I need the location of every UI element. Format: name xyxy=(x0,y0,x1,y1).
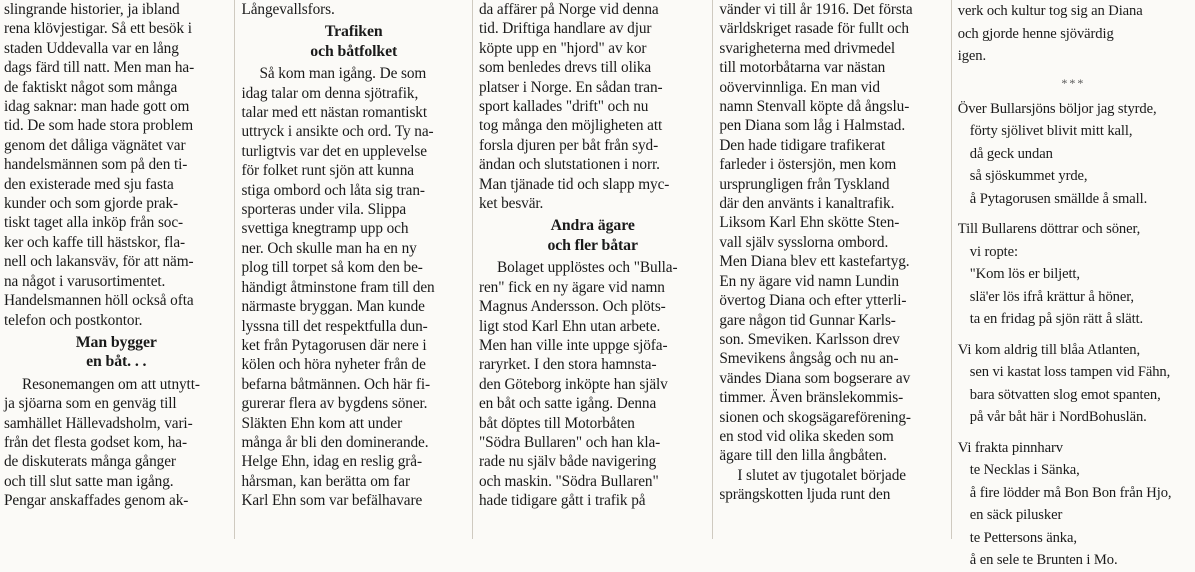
text-line: samhället Hällevadsholm, vari- xyxy=(4,414,193,432)
text-line: verk och kultur tog sig an Diana xyxy=(957,3,1143,19)
text-line: händigt åtminstone fram till den xyxy=(241,278,435,296)
text-line: platser i Norge. En sådan tran- xyxy=(478,78,663,96)
text-line: Resonemangen om att utnytt- xyxy=(22,375,200,393)
column-divider xyxy=(234,0,235,539)
text-line: namn Stenvall köpte då ångslu- xyxy=(719,98,910,116)
heading-line: Andra ägare xyxy=(550,217,635,235)
text-line: tid. Driftiga handlare av djur xyxy=(478,20,652,38)
text-line: tiskt taget alla inköp från soc- xyxy=(4,214,184,232)
text-line: lyssna till det respektfulla dun- xyxy=(241,317,428,335)
text-line: ägare till den lilla ångbåten. xyxy=(719,447,887,465)
heading-line: och båtfolket xyxy=(310,42,398,60)
text-line: Den hade tidigare trafikerat xyxy=(719,136,886,154)
text-line: handelsmännen som på den ti- xyxy=(4,156,188,174)
text-line: Men han ville inte uppge sjöfa- xyxy=(478,336,668,354)
poem-line: te Necklas i Sänka, xyxy=(969,462,1080,478)
text-line: där den använts i kanaltrafik. xyxy=(719,195,895,213)
text-line: och gjorde henne sjövärdig xyxy=(957,25,1114,42)
text-line: Så kom man igång. De som xyxy=(259,65,427,83)
poem-line: Vi frakta pinnharv xyxy=(957,439,1063,456)
text-line: många år bli den dominerande. xyxy=(241,433,429,451)
text-line: talar med ett nästan romantiskt xyxy=(241,104,427,122)
text-line: ursprungligen från Tyskland xyxy=(719,175,890,193)
text-line: svarigheterna med drivmedel xyxy=(719,39,896,57)
text-line: världskriget rasade för fullt och xyxy=(719,20,909,38)
text-line: nell och lakansväv, för att näm- xyxy=(4,253,194,271)
text-line: övertog Diana och efter ytterli- xyxy=(719,292,907,310)
column-divider xyxy=(951,0,952,539)
stanza-gap xyxy=(958,331,1189,339)
text-line: ändan och slutstationen i norr. xyxy=(478,156,660,174)
text-line: Man tjänade tid och slapp myc- xyxy=(478,175,670,193)
text-line: rena klövjestigar. Så ett besök i xyxy=(4,20,192,38)
text-line: farleder i östersjön, men kom xyxy=(719,156,897,174)
text-line: son. Smeviken. Karlsson drev xyxy=(719,330,900,348)
text-line: ner. Och skulle man ha en ny xyxy=(241,239,417,257)
text-line: genom det dåliga vägnätet var xyxy=(4,136,186,154)
text-line: stiga ombord och låta sig tran- xyxy=(241,181,425,199)
text-line: sprängskotten ljuda runt den xyxy=(719,486,891,504)
text-line: tid. De som hade stora problem xyxy=(4,117,194,135)
text-line: gurerar flera av bygdens söner. xyxy=(241,395,428,413)
column-4-text xyxy=(719,0,944,466)
text-line: vall själv sysslorna ombord. xyxy=(719,233,889,251)
text-line: ren" fick en ny ägare vid namn xyxy=(478,278,665,296)
heading-line: en båt. . . xyxy=(86,353,147,371)
poem-line: ta en fridag på sjön rätt å slätt. xyxy=(969,311,1144,327)
poem-line: å en sele te Brunten i Mo. xyxy=(969,552,1118,568)
text-line: en stod vid olika skeden som xyxy=(719,427,894,445)
poem-line: te Pettersons änka, xyxy=(969,529,1077,546)
text-line: Helge Ehn, idag en reslig grå- xyxy=(241,453,422,471)
heading-line: Man bygger xyxy=(75,333,157,351)
column-3-text-continued xyxy=(479,258,706,510)
poem-line: då geck undan xyxy=(969,145,1053,162)
text-line: Pengar anskaffades genom ak- xyxy=(4,492,189,510)
text-line: de faktiskt något som många xyxy=(4,78,178,96)
text-line: den existerade med sju fasta xyxy=(4,175,174,193)
stanza-gap xyxy=(958,429,1189,437)
section-heading-trafiken xyxy=(241,22,465,61)
column-2-top-line: Långevallsfors. xyxy=(241,1,335,18)
heading-line: och fler båtar xyxy=(547,236,638,254)
text-line: till motorbåtarna var nästan xyxy=(719,59,886,77)
column-2-text xyxy=(241,64,465,510)
text-line: sporteras under vila. Slippa xyxy=(241,201,407,219)
text-line: närmaste bryggan. Man kunde xyxy=(241,298,425,316)
text-line: I slutet av tjugotalet började xyxy=(737,466,906,484)
column-5-text xyxy=(958,0,1189,68)
text-line: befarna båtmännen. Och här fi- xyxy=(241,375,431,393)
text-line: Handelsmannen höll också ofta xyxy=(4,292,194,310)
text-line: plog till torpet så kom den be- xyxy=(241,259,423,277)
poem-line: förty sjölivet blivit mitt kall, xyxy=(969,123,1133,139)
text-line: kölen och höra nyheter från de xyxy=(241,356,426,374)
text-line: ja sjöarna som en genväg till xyxy=(4,395,177,413)
text-line: uttryck i ansikte och ord. Ty na- xyxy=(241,123,434,141)
poem-line: bara sötvatten slog emot spanten, xyxy=(969,386,1161,403)
poem-line: vi ropte: xyxy=(969,243,1018,260)
text-line: idag saknar: man hade gott om xyxy=(4,98,190,116)
text-line: Släkten Ehn kom att under xyxy=(241,414,403,432)
text-line: tog många den möjligheten att xyxy=(478,117,663,135)
text-line: vändes Diana som bogserare av xyxy=(719,369,911,387)
text-line: pen Diana som låg i Halmstad. xyxy=(719,117,906,135)
text-line: ket från Pytagorusen där nere i xyxy=(241,336,427,354)
poem-line: "Kom lös er biljett, xyxy=(969,266,1080,282)
text-line: svettiga knegtramp upp och xyxy=(241,220,409,238)
text-line: Karl Ehn som var befälhavare xyxy=(241,492,423,510)
text-line: den Göteborg inköpte han själv xyxy=(478,375,668,393)
text-line: slingrande historier, ja ibland xyxy=(4,1,180,18)
text-line: köpte upp en "hjord" av kor xyxy=(478,39,647,57)
text-line: Smevikens ångsåg och nu an- xyxy=(719,350,899,368)
text-line: telefon och postkontor. xyxy=(4,311,143,329)
text-line: turligtvis var det en upplevelse xyxy=(241,142,427,160)
text-line: na något i varusortimentet. xyxy=(4,272,166,290)
section-heading-andra-agare xyxy=(479,216,706,255)
column-1-text-continued xyxy=(4,375,228,511)
text-line: från det flesta godset kom, ha- xyxy=(4,433,187,451)
text-line: staden Uddevalla var en lång xyxy=(4,39,179,57)
text-line: idag talar om denna sjötrafik, xyxy=(241,84,419,102)
poem-line: slä'er lös ifrå krättur å höner, xyxy=(969,288,1134,305)
poem-line: en säck pilusker xyxy=(969,507,1063,523)
poem-line: Över Bullarsjöns böljor jag styrde, xyxy=(957,100,1157,117)
text-line: En ny ägare vid namn Lundin xyxy=(719,272,899,290)
column-divider xyxy=(712,0,713,539)
text-line: dags färd till natt. Men man ha- xyxy=(4,59,195,77)
column-1 xyxy=(4,0,228,539)
column-3 xyxy=(479,0,706,539)
text-line: som benledes drevs till olika xyxy=(478,59,652,77)
poem-line: Vi kom aldrig till blåa Atlanten, xyxy=(957,341,1141,358)
text-line: båt döptes till Motorbåten xyxy=(478,414,635,432)
text-line: rade nu själv både navigering xyxy=(478,453,657,471)
text-line: ligt stod Karl Ehn utan arbete. xyxy=(478,317,661,335)
column-2 xyxy=(241,0,465,539)
text-line: forsla djuren per båt från syd- xyxy=(478,136,659,154)
poem-line: så sjöskummet yrde, xyxy=(969,168,1088,184)
text-line: Bolaget upplöstes och "Bulla- xyxy=(496,259,678,277)
text-line: da affärer på Norge vid denna xyxy=(478,1,659,18)
text-line: ker och kaffe till hästskor, fla- xyxy=(4,233,186,251)
section-heading-man-bygger xyxy=(4,333,228,372)
text-line: hårsman, kan berätta om far xyxy=(241,472,410,490)
text-line: Men Diana blev ett kastefartyg. xyxy=(719,253,910,271)
text-line: ket besvär. xyxy=(478,195,544,213)
text-line: sionen och skogsägareförening- xyxy=(719,408,911,426)
poem-line: å Pytagorusen smällde å small. xyxy=(969,190,1148,207)
text-line: igen. xyxy=(957,48,987,64)
text-line: och till slut satte man igång. xyxy=(4,472,174,490)
column-divider xyxy=(472,0,473,539)
column-5 xyxy=(957,0,1189,568)
poem-line: på vår båt här i NordBohuslän. xyxy=(969,409,1147,425)
text-line: kunder och som gjorde prak- xyxy=(4,195,179,213)
text-line: raryrket. I den stora hamnsta- xyxy=(478,356,657,374)
text-line: Magnus Andersson. Och plöts- xyxy=(478,298,666,316)
poem xyxy=(958,98,1189,572)
column-4-text-continued xyxy=(719,466,944,505)
poem-line: Till Bullarens döttrar och söner, xyxy=(957,221,1141,237)
text-line: de diskuterats många gånger xyxy=(4,453,176,471)
text-line: hade tidigare gått i trafik på xyxy=(478,492,646,510)
text-line: oövervinnliga. En man vid xyxy=(719,78,880,96)
column-3-text xyxy=(479,0,706,213)
column-1-text xyxy=(4,0,228,330)
text-line: timmer. Även bränslekommis- xyxy=(719,389,904,407)
poem-line: å fire lödder må Bon Bon från Hjo, xyxy=(969,484,1172,501)
column-4 xyxy=(719,0,944,539)
text-line: och maskin. "Södra Bullaren" xyxy=(478,472,659,490)
text-line: vänder vi till år 1916. Det första xyxy=(719,1,913,18)
text-line: gare någon tid Gunnar Karls- xyxy=(719,311,896,329)
text-line: en båt och satte igång. Denna xyxy=(478,395,657,413)
text-line: Liksom Karl Ehn skötte Sten- xyxy=(719,214,900,232)
poem-line: sen vi kastat loss tampen vid Fähn, xyxy=(969,364,1171,380)
section-separator-stars: *** xyxy=(1061,75,1086,90)
stanza-gap xyxy=(958,210,1189,218)
heading-line: Trafiken xyxy=(324,23,383,41)
text-line: för folket runt sjön att kunna xyxy=(241,162,414,180)
text-line: sport kallades "drift" och nu xyxy=(478,98,649,116)
text-line: "Södra Bullaren" och han kla- xyxy=(478,433,661,451)
